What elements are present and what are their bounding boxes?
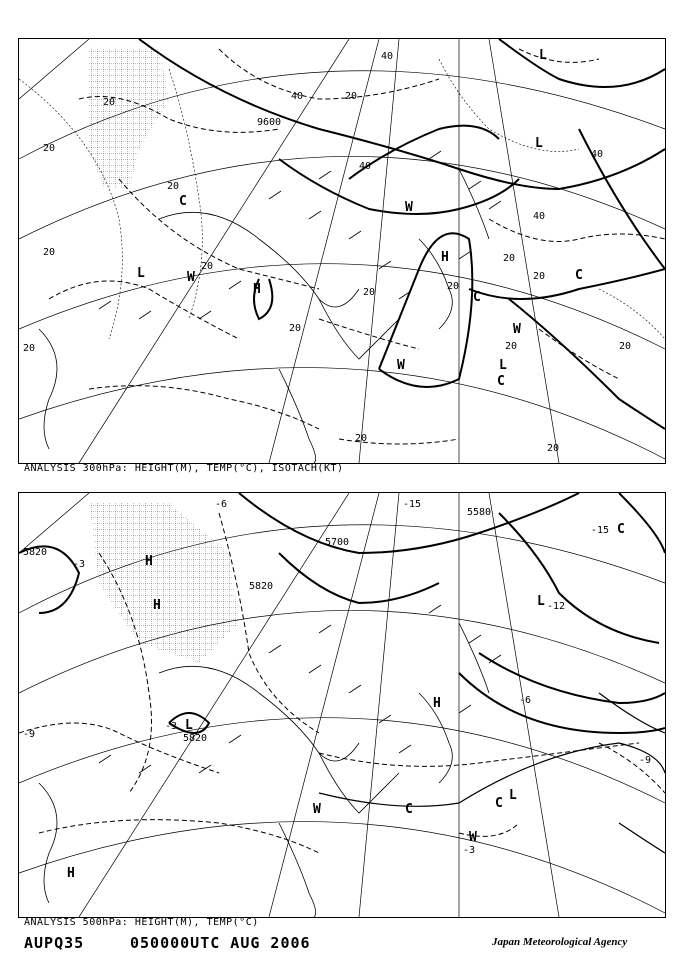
contour-label: 20: [23, 343, 36, 354]
contour-label: -12: [547, 601, 566, 612]
system-label: L: [535, 136, 543, 151]
station-barbs: [99, 151, 501, 319]
agency-name: Japan Meteorological Agency: [492, 936, 628, 948]
contour-label: 20: [103, 97, 116, 108]
contour-label: -6: [215, 499, 228, 510]
system-label: H: [441, 250, 449, 265]
caption-300hpa: ANALYSIS 300hPa: HEIGHT(M), TEMP(°C), ISOTACH(KT): [24, 463, 344, 474]
map-500hpa: [19, 493, 665, 917]
contour-label: 20: [503, 253, 516, 264]
system-label: L: [537, 594, 545, 609]
hatched-region: [89, 503, 239, 663]
contour-label: 5820: [183, 733, 208, 744]
contour-label: 20: [363, 287, 376, 298]
hatched-region: [89, 49, 169, 189]
contour-label: 20: [447, 281, 460, 292]
system-label: W: [469, 830, 477, 845]
contour-label: 20: [201, 261, 214, 272]
system-label: L: [509, 788, 517, 803]
system-label: C: [617, 522, 625, 537]
system-label: C: [495, 796, 503, 811]
contour-label: 20: [355, 433, 368, 444]
valid-time: 050000UTC AUG 2006: [130, 934, 311, 952]
contour-label: 20: [43, 247, 56, 258]
contour-label: 20: [505, 341, 518, 352]
system-label: C: [575, 268, 583, 283]
contour-label: 20: [345, 91, 358, 102]
system-label: C: [497, 374, 505, 389]
contour-label: 5820: [249, 581, 274, 592]
map-300hpa: [19, 39, 665, 463]
system-label: W: [397, 358, 405, 373]
system-label: C: [405, 802, 413, 817]
system-label: H: [145, 554, 153, 569]
contour-label: 20: [289, 323, 302, 334]
contour-label: -9: [23, 729, 36, 740]
system-label: W: [313, 802, 321, 817]
contour-label: -3: [165, 721, 178, 732]
system-label: L: [185, 718, 193, 733]
contour-label: 40: [381, 51, 394, 62]
thin-contours: [319, 693, 665, 853]
contour-label: 40: [291, 91, 304, 102]
system-label: W: [405, 200, 413, 215]
contour-label: -6: [519, 695, 532, 706]
system-label: W: [513, 322, 521, 337]
contour-label: 20: [167, 181, 180, 192]
contour-label: -3: [463, 845, 476, 856]
contour-label: -9: [639, 755, 652, 766]
contour-label: -15: [591, 525, 610, 536]
contour-label: 40: [533, 211, 546, 222]
system-label: C: [473, 290, 481, 305]
contour-label: 20: [43, 143, 56, 154]
contour-label: -15: [403, 499, 422, 510]
chart-300hpa: [18, 38, 666, 464]
contour-label: 9600: [257, 117, 282, 128]
system-label: L: [137, 266, 145, 281]
contour-label: 20: [547, 443, 560, 454]
chart-500hpa: [18, 492, 666, 918]
contour-label: -3: [73, 559, 86, 570]
system-label: L: [499, 358, 507, 373]
contour-label: 20: [619, 341, 632, 352]
system-label: C: [179, 194, 187, 209]
contour-label: 5580: [467, 507, 492, 518]
contour-label: 40: [359, 161, 372, 172]
system-label: H: [253, 282, 261, 297]
system-label: H: [153, 598, 161, 613]
pressure-systems: [137, 48, 583, 389]
contour-label: 5820: [23, 547, 48, 558]
system-label: H: [433, 696, 441, 711]
contour-label: 20: [533, 271, 546, 282]
contour-label: 5700: [325, 537, 350, 548]
product-code: AUPQ35: [24, 934, 85, 952]
caption-500hpa: ANALYSIS 500hPa: HEIGHT(M), TEMP(°C): [24, 917, 259, 928]
coastlines: [39, 623, 489, 917]
contour-label: 40: [591, 149, 604, 160]
system-label: L: [539, 48, 547, 63]
system-label: W: [187, 270, 195, 285]
system-label: H: [67, 866, 75, 881]
